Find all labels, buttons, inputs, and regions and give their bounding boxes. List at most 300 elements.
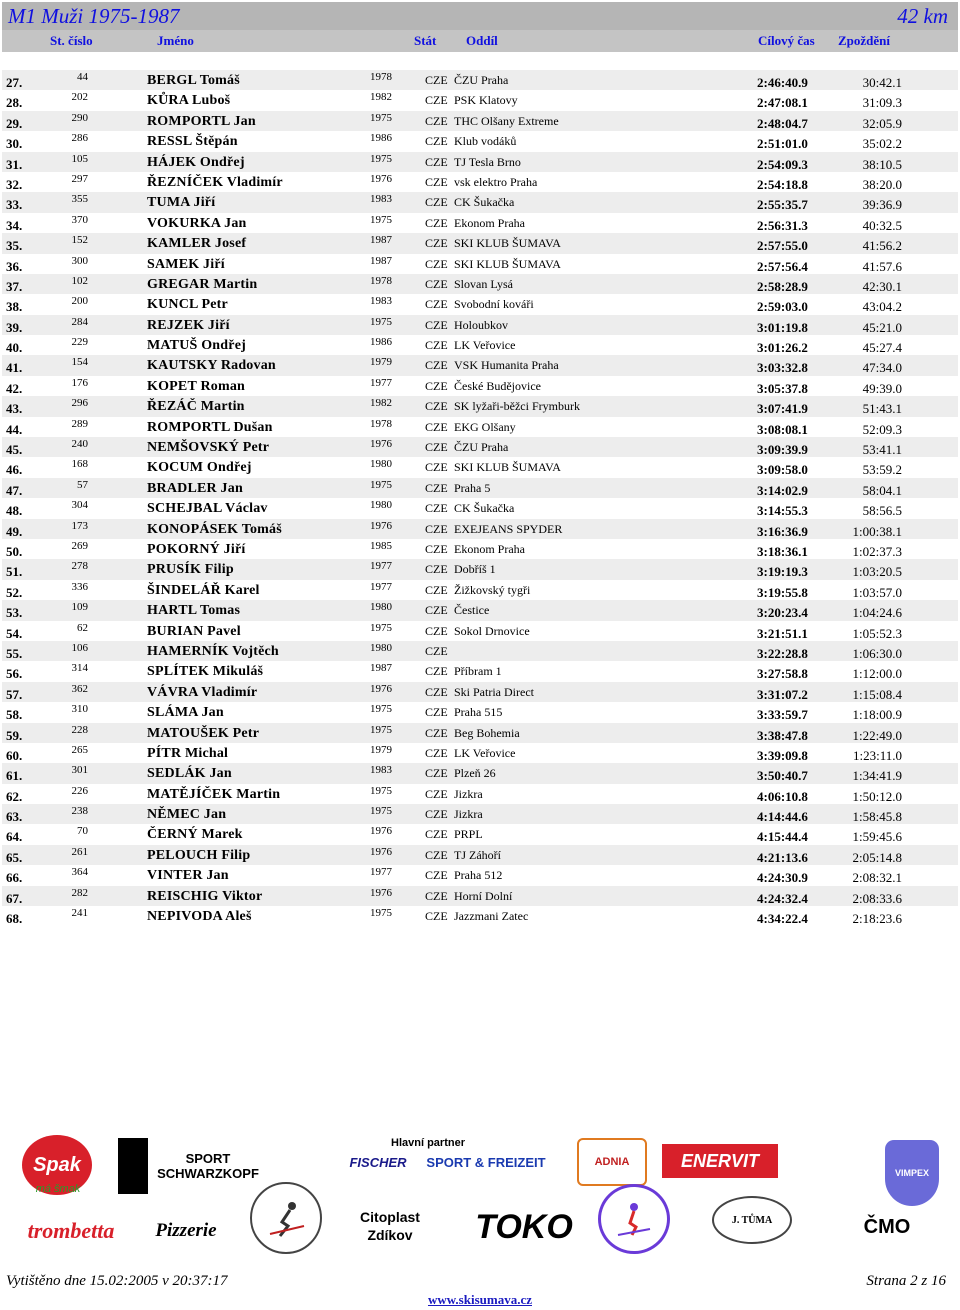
rank-cell: 68. [6, 911, 23, 927]
table-row [2, 355, 958, 375]
delay-cell: 41:57.6 [862, 258, 902, 274]
country-cell: CZE [425, 419, 448, 434]
bib-cell: 228 [71, 723, 88, 736]
year-cell: 1985 [370, 539, 392, 552]
time-cell: 3:18:36.1 [757, 543, 808, 559]
delay-cell: 1:06:30.0 [852, 645, 902, 661]
year-cell: 1975 [370, 621, 392, 634]
year-cell: 1976 [370, 825, 392, 838]
table-row [2, 621, 958, 641]
rank-cell: 46. [6, 462, 23, 478]
name-cell: TUMA Jiří [147, 195, 216, 211]
delay-cell: 43:04.2 [862, 299, 902, 315]
time-cell: 3:14:02.9 [757, 482, 808, 498]
table-row [2, 641, 958, 661]
rank-cell: 35. [6, 238, 23, 254]
year-cell: 1983 [370, 764, 392, 777]
club-cell: LK Veřovice [454, 338, 516, 353]
delay-cell: 1:00:38.1 [852, 523, 902, 539]
club-cell: SKI KLUB ŠUMAVA [454, 460, 561, 475]
table-row [2, 682, 958, 702]
sport-freizeit-logo: SPORT & FREIZEIT [426, 1154, 546, 1170]
club-cell: PRPL [454, 827, 483, 842]
club-cell: SKI KLUB ŠUMAVA [454, 256, 561, 271]
page-number: Strana 2 z 16 [866, 1273, 946, 1289]
time-cell: 3:20:23.4 [757, 605, 808, 621]
country-cell: CZE [425, 134, 448, 149]
bib-cell: 102 [71, 274, 88, 287]
table-row [2, 804, 958, 824]
delay-cell: 53:59.2 [862, 462, 902, 478]
club-cell: Svobodní kováři [454, 297, 534, 312]
time-cell: 3:16:36.9 [757, 523, 808, 539]
year-cell: 1978 [370, 71, 392, 83]
delay-cell: 1:04:24.6 [852, 605, 902, 621]
delay-cell: 1:15:08.4 [852, 686, 902, 702]
bib-cell: 301 [71, 764, 88, 777]
pizzerie-logo: Pizzerie [155, 1220, 217, 1241]
year-cell: 1976 [370, 519, 392, 532]
name-cell: KAMLER Josef [147, 236, 247, 252]
bib-cell: 355 [71, 193, 88, 206]
rank-cell: 54. [6, 625, 23, 641]
club-cell: CK Šukačka [454, 195, 515, 210]
delay-cell: 1:59:45.6 [852, 829, 902, 845]
table-row [2, 702, 958, 722]
fischer-logo: FISCHER [349, 1154, 407, 1170]
delay-cell: 38:10.5 [862, 156, 902, 172]
rank-cell: 65. [6, 849, 23, 865]
name-cell: PRUSÍK Filip [147, 562, 234, 578]
club-cell: Holoubkov [454, 317, 508, 332]
name-cell: SLÁMA Jan [147, 705, 224, 721]
bib-cell: 241 [71, 907, 88, 920]
year-cell: 1975 [370, 703, 392, 716]
club-cell: LK Veřovice [454, 745, 516, 760]
club-cell: Ekonom Praha [454, 215, 525, 230]
name-cell: KOCUM Ondřej [147, 460, 252, 476]
name-cell: HARTL Tomas [147, 603, 241, 619]
rank-cell: 28. [6, 95, 23, 111]
table-row [2, 152, 958, 172]
table-row [2, 315, 958, 335]
year-cell: 1980 [370, 601, 392, 614]
club-cell: ČZU Praha [454, 73, 509, 87]
bib-cell: 261 [71, 845, 88, 858]
country-cell: CZE [425, 562, 448, 577]
country-cell: CZE [425, 501, 448, 516]
time-cell: 4:24:32.4 [757, 890, 808, 906]
club-cell: Praha 5 [454, 480, 491, 495]
bib-cell: 304 [71, 499, 88, 512]
name-cell: REJZEK Jiří [147, 317, 230, 333]
toko-logo: TOKO [475, 1207, 573, 1246]
rank-cell: 37. [6, 278, 23, 294]
club-cell: Jizkra [454, 807, 483, 822]
country-cell: CZE [425, 807, 448, 822]
sponsor-logos [0, 1130, 960, 1260]
time-cell: 2:54:09.3 [757, 156, 808, 172]
bib-cell: 362 [71, 682, 88, 695]
time-cell: 3:01:19.8 [757, 319, 808, 335]
club-cell: Žižkovský tygři [454, 582, 531, 597]
title-bar [2, 2, 958, 30]
rank-cell: 62. [6, 788, 23, 804]
year-cell: 1975 [370, 723, 392, 736]
delay-cell: 1:58:45.8 [852, 809, 902, 825]
year-cell: 1979 [370, 743, 392, 756]
table-row [2, 906, 958, 926]
club-cell: České Budějovice [454, 378, 541, 393]
delay-cell: 42:30.1 [862, 278, 902, 294]
country-cell: CZE [425, 521, 448, 536]
year-cell: 1975 [370, 315, 392, 328]
rank-cell: 55. [6, 645, 23, 661]
rank-cell: 29. [6, 115, 23, 131]
rank-cell: 34. [6, 217, 23, 233]
rank-cell: 47. [6, 482, 23, 498]
name-cell: VOKURKA Jan [147, 215, 247, 231]
rank-cell: 66. [6, 870, 23, 886]
year-cell: 1977 [370, 866, 392, 879]
name-cell: ROMPORTL Dušan [147, 419, 273, 435]
name-cell: NEPIVODA Aleš [147, 909, 252, 925]
time-cell: 3:08:08.1 [757, 421, 808, 437]
table-row [2, 335, 958, 355]
delay-cell: 40:32.5 [862, 217, 902, 233]
bib-cell: 269 [71, 539, 88, 552]
club-cell: THC Olšany Extreme [454, 113, 559, 128]
country-cell: CZE [425, 399, 448, 414]
year-cell: 1975 [370, 152, 392, 165]
spak-logo: Spak [22, 1135, 92, 1195]
year-cell: 1978 [370, 274, 392, 287]
name-cell: ŘEZÁČ Martin [147, 399, 245, 415]
country-cell: CZE [425, 643, 448, 658]
name-cell: MATOUŠEK Petr [147, 725, 260, 741]
name-cell: PÍTR Michal [147, 745, 229, 761]
name-cell: BRADLER Jan [147, 480, 243, 496]
delay-cell: 2:18:23.6 [852, 911, 902, 927]
time-cell: 2:51:01.0 [757, 136, 808, 152]
bib-cell: 265 [71, 743, 88, 756]
time-cell: 3:22:28.8 [757, 645, 808, 661]
table-row [2, 600, 958, 620]
club-cell: Ski Patria Direct [454, 684, 534, 699]
bib-cell: 168 [71, 458, 88, 471]
club-cell: SKI KLUB ŠUMAVA [454, 236, 561, 251]
club-cell: Praha 512 [454, 868, 503, 883]
delay-cell: 1:12:00.0 [852, 666, 902, 682]
club-cell: TJ Záhoří [454, 847, 501, 862]
sport-schwarzkopf-logo: SPORT SCHWARZKOPF [118, 1138, 264, 1194]
time-cell: 4:14:44.6 [757, 809, 808, 825]
rank-cell: 38. [6, 299, 23, 315]
country-cell: CZE [425, 317, 448, 332]
time-cell: 2:57:55.0 [757, 238, 808, 254]
time-cell: 3:33:59.7 [757, 707, 808, 723]
bib-cell: 202 [71, 91, 88, 104]
club-cell: Klub vodáků [454, 134, 517, 149]
country-cell: CZE [425, 745, 448, 760]
club-cell: Plzeň 26 [454, 766, 496, 781]
club-cell: Horní Dolní [454, 888, 513, 903]
bib-cell: 200 [71, 295, 88, 308]
name-cell: MATĚJÍČEK Martin [147, 786, 281, 802]
country-cell: CZE [425, 215, 448, 230]
name-cell: SAMEK Jiří [147, 256, 225, 272]
vimpex-logo: VIMPEX [885, 1140, 939, 1206]
rank-cell: 53. [6, 605, 23, 621]
table-row [2, 539, 958, 559]
year-cell: 1986 [370, 336, 392, 349]
delay-cell: 51:43.1 [862, 401, 902, 417]
rank-cell: 57. [6, 686, 23, 702]
rank-cell: 61. [6, 768, 23, 784]
bib-cell: 240 [71, 438, 88, 451]
bib-cell: 105 [71, 152, 88, 165]
name-cell: KUNCL Petr [147, 297, 228, 313]
bib-cell: 152 [71, 234, 88, 247]
club-cell: Dobříš 1 [454, 562, 496, 577]
club-cell: Slovan Lysá [454, 276, 513, 291]
bib-cell: 238 [71, 805, 88, 818]
table-row [2, 172, 958, 192]
delay-cell: 1:03:20.5 [852, 564, 902, 580]
page-footer [0, 1270, 960, 1310]
bib-cell: 70 [77, 825, 88, 838]
year-cell: 1977 [370, 376, 392, 389]
time-cell: 3:31:07.2 [757, 686, 808, 702]
bib-cell: 284 [71, 315, 88, 328]
table-row [2, 763, 958, 783]
column-header-row [2, 30, 958, 52]
country-cell: CZE [425, 440, 448, 455]
year-cell: 1983 [370, 295, 392, 308]
name-cell: KONOPÁSEK Tomáš [147, 521, 282, 537]
country-cell: CZE [425, 847, 448, 862]
rank-cell: 32. [6, 176, 23, 192]
table-row [2, 396, 958, 416]
club-cell: Jizkra [454, 786, 483, 801]
year-cell: 1975 [370, 213, 392, 226]
club-cell: EKG Olšany [454, 419, 516, 434]
table-row [2, 90, 958, 110]
country-cell: CZE [425, 236, 448, 251]
table-row [2, 233, 958, 253]
bib-cell: 300 [71, 254, 88, 267]
delay-cell: 45:21.0 [862, 319, 902, 335]
year-cell: 1982 [370, 397, 392, 410]
country-cell: CZE [425, 888, 448, 903]
bib-cell: 310 [71, 703, 88, 716]
bib-cell: 314 [71, 662, 88, 675]
rank-cell: 31. [6, 156, 23, 172]
club-cell: vsk elektro Praha [454, 174, 538, 189]
time-cell: 2:48:04.7 [757, 115, 808, 131]
bib-cell: 290 [71, 111, 88, 124]
name-cell: PELOUCH Filip [147, 847, 251, 863]
year-cell: 1976 [370, 845, 392, 858]
time-cell: 2:46:40.9 [757, 75, 808, 90]
delay-cell: 58:56.5 [862, 503, 902, 519]
bib-cell: 296 [71, 397, 88, 410]
table-row [2, 131, 958, 151]
year-cell: 1977 [370, 560, 392, 573]
delay-cell: 30:42.1 [862, 75, 902, 90]
country-cell: CZE [425, 256, 448, 271]
bib-cell: 289 [71, 417, 88, 430]
country-cell: CZE [425, 541, 448, 556]
table-row [2, 294, 958, 314]
bib-cell: 109 [71, 601, 88, 614]
table-row [2, 274, 958, 294]
bib-cell: 57 [77, 478, 88, 491]
club-cell: ČZU Praha [454, 440, 509, 455]
time-cell: 2:54:18.8 [757, 176, 808, 192]
time-cell: 3:03:32.8 [757, 360, 808, 376]
rank-cell: 45. [6, 442, 23, 458]
delay-cell: 31:09.3 [862, 95, 902, 111]
country-cell: CZE [425, 766, 448, 781]
rank-cell: 39. [6, 319, 23, 335]
time-cell: 3:09:58.0 [757, 462, 808, 478]
rank-cell: 36. [6, 258, 23, 274]
delay-cell: 35:02.2 [862, 136, 902, 152]
delay-cell: 2:05:14.8 [852, 849, 902, 865]
bib-cell: 44 [77, 71, 88, 83]
rank-cell: 63. [6, 809, 23, 825]
table-row [2, 254, 958, 274]
country-cell: CZE [425, 684, 448, 699]
year-cell: 1983 [370, 193, 392, 206]
rank-cell: 33. [6, 197, 23, 213]
website-link[interactable]: www.skisumava.cz [427, 1292, 532, 1307]
year-cell: 1976 [370, 172, 392, 185]
delay-cell: 45:27.4 [862, 340, 902, 356]
rank-cell: 59. [6, 727, 23, 743]
country-cell: CZE [425, 195, 448, 210]
bib-cell: 336 [71, 580, 88, 593]
year-cell: 1987 [370, 662, 392, 675]
time-cell: 2:47:08.1 [757, 95, 808, 111]
bib-cell: 286 [71, 132, 88, 145]
year-cell: 1980 [370, 458, 392, 471]
delay-cell: 1:34:41.9 [852, 768, 902, 784]
time-cell: 3:19:55.8 [757, 584, 808, 600]
skier-icon [614, 1199, 654, 1239]
country-cell: CZE [425, 827, 448, 842]
time-cell: 3:38:47.8 [757, 727, 808, 743]
name-cell: SCHEJBAL Václav [147, 501, 268, 517]
name-cell: BERGL Tomáš [147, 73, 240, 88]
rank-cell: 56. [6, 666, 23, 682]
country-cell: CZE [425, 603, 448, 618]
table-row [2, 457, 958, 477]
year-cell: 1975 [370, 784, 392, 797]
year-cell: 1977 [370, 580, 392, 593]
table-row [2, 559, 958, 579]
year-cell: 1976 [370, 438, 392, 451]
year-cell: 1975 [370, 111, 392, 124]
cmo-logo: ČMO [863, 1215, 911, 1238]
bib-cell: 62 [77, 621, 88, 634]
year-cell: 1987 [370, 234, 392, 247]
column-header-name: Jméno [157, 33, 194, 48]
club-cell: Beg Bohemia [454, 725, 520, 740]
name-cell: REISCHIG Viktor [147, 888, 263, 904]
bib-cell: 297 [71, 172, 88, 185]
rank-cell: 41. [6, 360, 23, 376]
name-cell: HAMERNÍK Vojtěch [147, 643, 279, 659]
bib-cell: 176 [71, 376, 88, 389]
club-cell: TJ Tesla Brno [454, 154, 521, 169]
delay-cell: 1:23:11.0 [853, 747, 902, 763]
bib-cell: 229 [71, 336, 88, 349]
delay-cell: 49:39.0 [862, 380, 902, 396]
time-cell: 3:07:41.9 [757, 401, 808, 417]
enervit-logo: ENERVIT [662, 1144, 778, 1178]
time-cell: 2:57:56.4 [757, 258, 808, 274]
rank-cell: 30. [6, 136, 23, 152]
club-cell: SK lyžaři-běžci Frymburk [454, 399, 580, 414]
name-cell: VÁVRA Vladimír [147, 684, 258, 700]
print-timestamp: Vytištěno dne 15.02:2005 v 20:37:17 [6, 1273, 228, 1289]
club-cell: Ekonom Praha [454, 541, 525, 556]
year-cell: 1986 [370, 132, 392, 145]
skier-emblem-icon [250, 1182, 322, 1254]
time-cell: 4:24:30.9 [757, 870, 808, 886]
country-cell: CZE [425, 297, 448, 312]
time-cell: 3:19:19.3 [757, 564, 808, 580]
time-cell: 3:14:55.3 [757, 503, 808, 519]
time-cell: 4:15:44.4 [757, 829, 808, 845]
country-cell: CZE [425, 582, 448, 597]
time-cell: 3:21:51.1 [757, 625, 808, 641]
table-row [2, 519, 958, 539]
column-header-bib: St. číslo [50, 33, 93, 48]
time-cell: 4:21:13.6 [757, 849, 808, 865]
rank-cell: 43. [6, 401, 23, 417]
time-cell: 3:01:26.2 [757, 340, 808, 356]
name-cell: ŠINDELÁŘ Karel [147, 582, 260, 598]
time-cell: 3:50:40.7 [757, 768, 808, 784]
delay-cell: 53:41.1 [862, 442, 902, 458]
country-cell: CZE [425, 623, 448, 638]
year-cell: 1982 [370, 91, 392, 104]
time-cell: 2:59:03.0 [757, 299, 808, 315]
year-cell: 1975 [370, 805, 392, 818]
delay-cell: 1:05:52.3 [852, 625, 902, 641]
country-cell: CZE [425, 725, 448, 740]
rank-cell: 52. [6, 584, 23, 600]
bib-cell: 278 [71, 560, 88, 573]
main-partner-label: Hlavní partner [391, 1137, 465, 1149]
column-header-club: Oddíl [466, 33, 498, 48]
time-cell: 3:05:37.8 [757, 380, 808, 396]
country-cell: CZE [425, 378, 448, 393]
table-row [2, 886, 958, 906]
name-cell: SEDLÁK Jan [147, 766, 232, 782]
table-row [2, 70, 958, 90]
spak-tagline: má šmak [35, 1183, 81, 1195]
country-cell: CZE [425, 705, 448, 720]
name-cell: NĚMEC Jan [147, 807, 227, 823]
table-row [2, 845, 958, 865]
name-cell: MATUŠ Ondřej [147, 338, 246, 354]
rank-cell: 40. [6, 340, 23, 356]
country-cell: CZE [425, 786, 448, 801]
